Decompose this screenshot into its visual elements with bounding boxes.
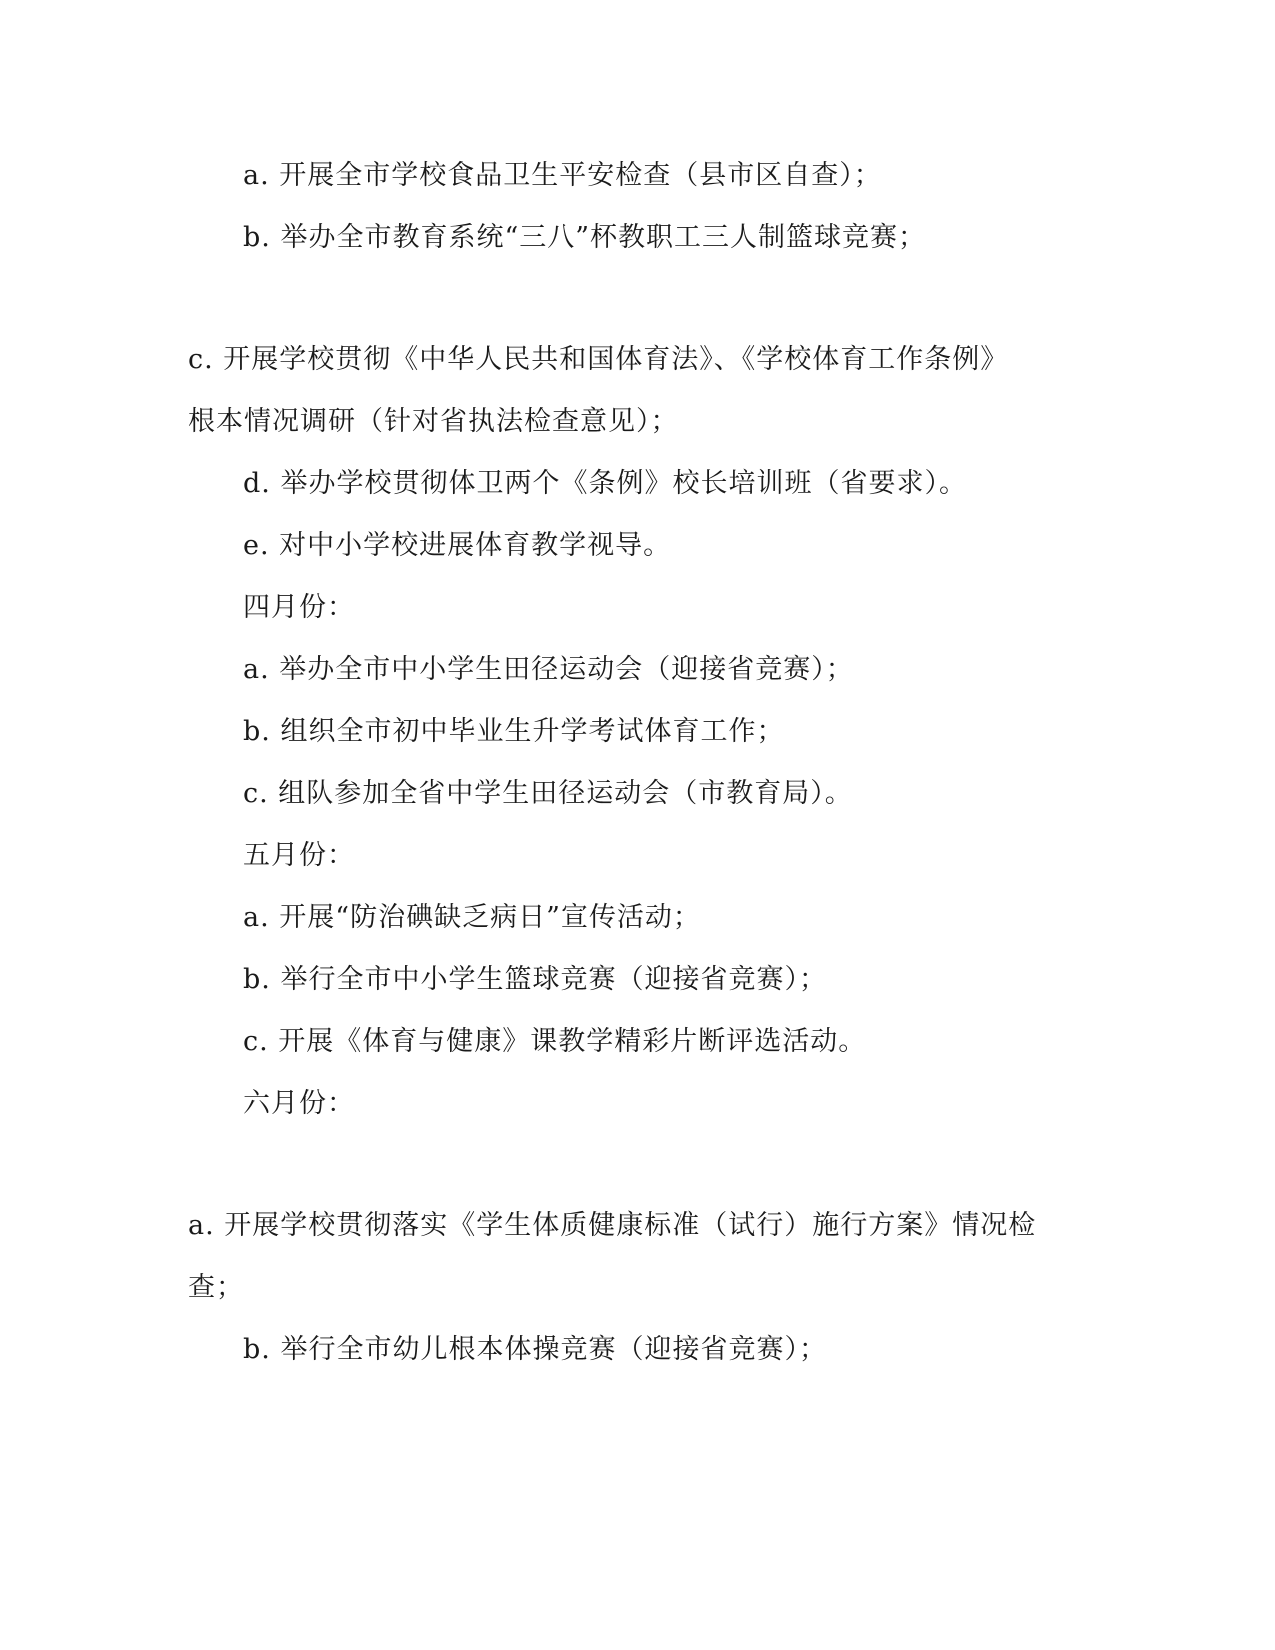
list-item: d. 举办学校贯彻体卫两个《条例》校长培训班（省要求）。 [243,468,967,499]
list-item: b. 举行全市中小学生篮球竞赛（迎接省竞赛）； [243,964,827,995]
list-item: c. 开展学校贯彻《中华人民共和国体育法》、《学校体育工作条例》 [188,344,1009,375]
list-item: a. 开展全市学校食品卫生平安检查（县市区自查）； [243,160,882,191]
list-item: a. 举办全市中小学生田径运动会（迎接省竞赛）； [243,654,854,685]
month-heading: 五月份： [243,840,355,871]
list-item: e. 对中小学校进展体育教学视导。 [243,530,672,561]
list-item: a. 开展“防治碘缺乏病日”宣传活动； [243,902,701,933]
list-item: b. 组织全市初中毕业生升学考试体育工作； [243,716,785,747]
list-item: b. 举行全市幼儿根本体操竞赛（迎接省竞赛）； [243,1334,827,1365]
list-item-continuation: 查； [188,1272,244,1303]
list-item: a. 开展学校贯彻落实《学生体质健康标准（试行）施行方案》情况检 [188,1210,1037,1241]
list-item-continuation: 根本情况调研（针对省执法检查意见）； [188,406,679,437]
month-heading: 四月份： [243,592,355,623]
list-item: c. 组队参加全省中学生田径运动会（市教育局）。 [243,778,853,809]
list-item: c. 开展《体育与健康》课教学精彩片断评选活动。 [243,1026,867,1057]
month-heading: 六月份： [243,1088,355,1119]
list-item: b. 举办全市教育系统“三八”杯教职工三人制篮球竞赛； [243,222,927,253]
